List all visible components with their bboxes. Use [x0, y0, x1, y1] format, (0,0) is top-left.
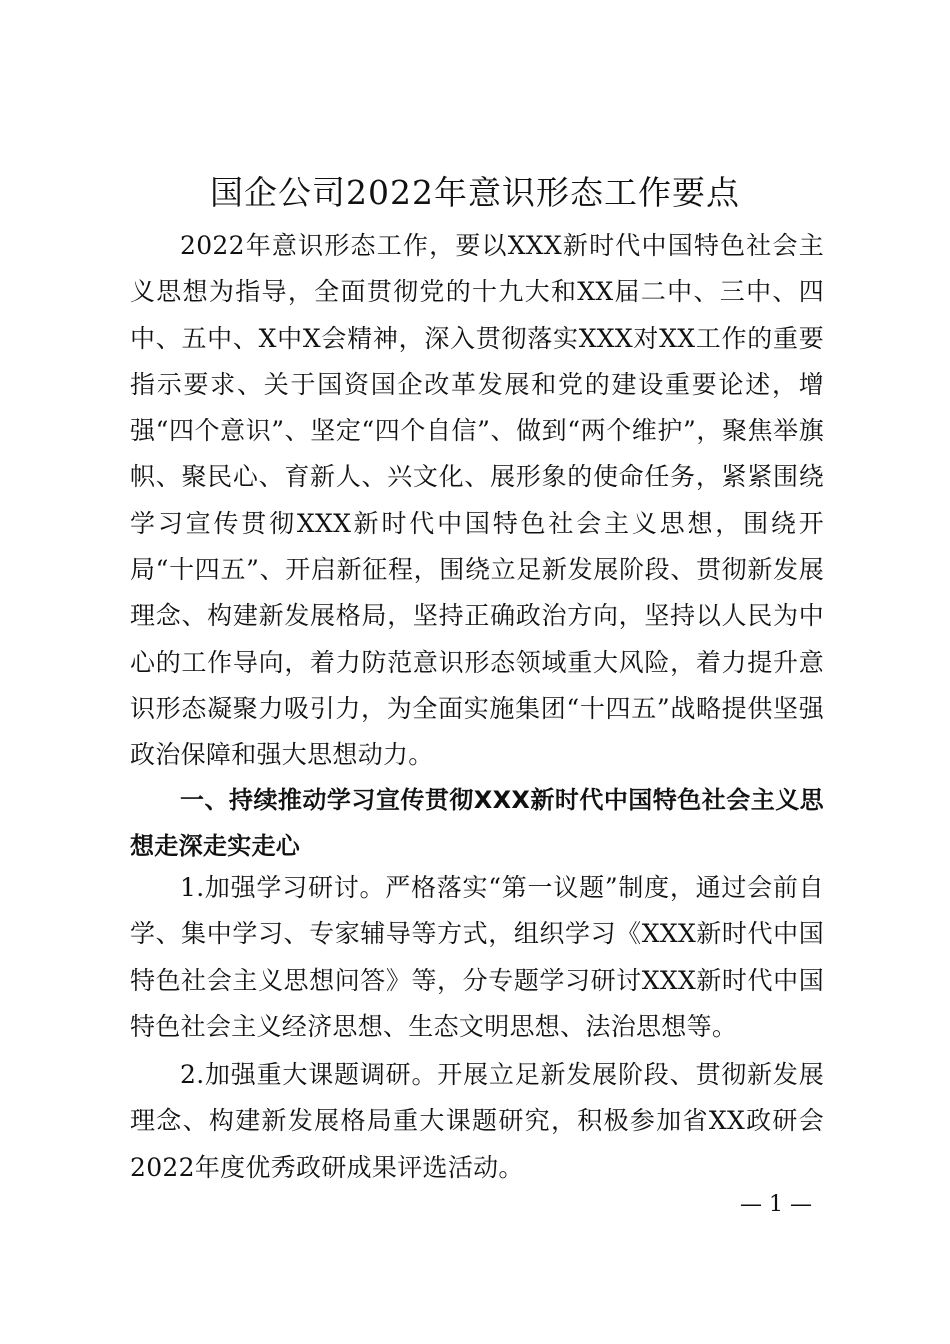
page-number: — 1 — — [740, 1192, 812, 1217]
document-title: 国企公司2022年意识形态工作要点 — [210, 173, 740, 212]
item-paragraph-1: 1.加强学习研讨。严格落实“第一议题”制度，通过会前自学、集中学习、专家辅导等方式，组织学习《XXX新时代中国特色社会主义思想问答》等，分专题学习研讨XXX新时代中国特色社会主义经济思想、生态文明思想、法治思想等。 — [130, 873, 824, 1041]
item-paragraph-2: 2.加强重大课题调研。开展立足新发展阶段、贯彻新发展理念、构建新发展格局重大课题研究，积极参加省XX政研会2022年度优秀政研成果评选活动。 — [130, 1060, 824, 1182]
intro-paragraph: 2022年意识形态工作，要以XXX新时代中国特色社会主义思想为指导，全面贯彻党的十九大和XX届二中、三中、四中、五中、X中X会精神，深入贯彻落实XXX对XX工作的重要指示要求、关于国资国企改革发展和党的建设重要论述，增强“四个意识”、坚定“四个自信”、做到“两个维护”，聚焦举旗帜、聚民心、育新人、兴文化、展形象的使命任务，紧紧围绕学习宣传贯彻XXX新时代中国特色社会主义思想，围绕开局“十四五”、开启新征程，围绕立足新发展阶段、贯彻新发展理念、构建新发展格局，坚持正确政治方向，坚持以人民为中心的工作导向，着力防范意识形态领域重大风险，着力提升意识形态凝聚力吸引力，为全面实施集团“十四五”战略提供坚强政治保障和强大思想动力。 — [130, 231, 824, 770]
section-heading-1: 一、持续推动学习宣传贯彻XXX新时代中国特色社会主义思想走深走实走心 — [130, 786, 824, 861]
